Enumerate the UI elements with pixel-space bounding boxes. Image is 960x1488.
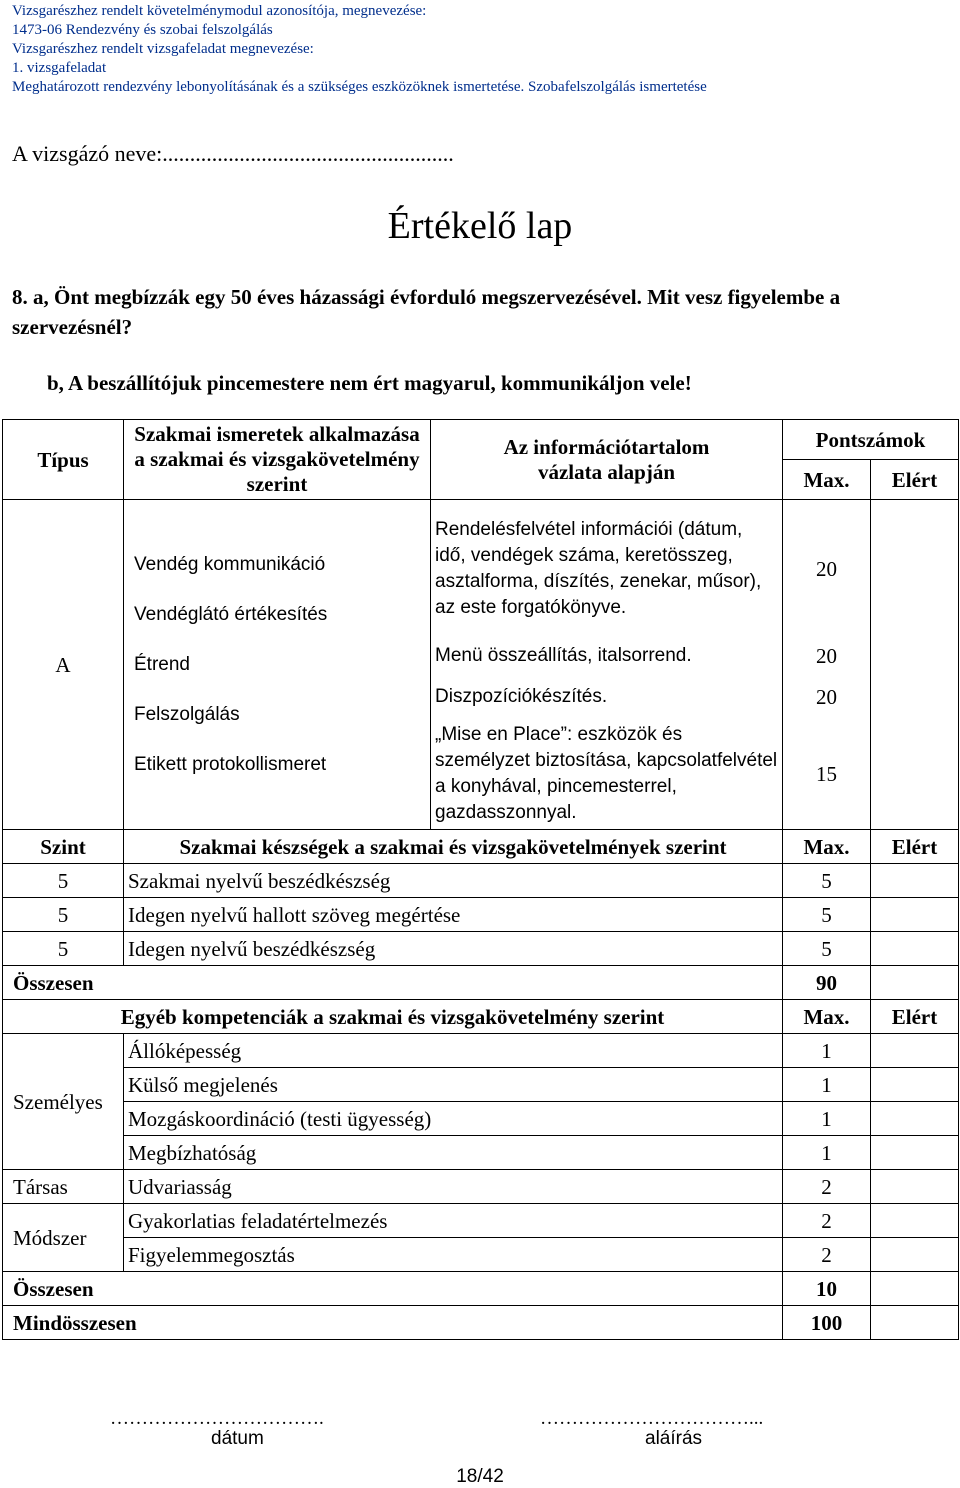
grand-total-value: 100 [783, 1306, 871, 1340]
competency-elert [871, 1136, 959, 1170]
total-elert [871, 966, 959, 1000]
info-item: Diszpozíciókészítés. [431, 674, 783, 720]
category-tarsas: Társas [3, 1170, 124, 1204]
header-max: Max. [783, 830, 871, 864]
info-item-max: 20 [783, 500, 871, 638]
header-pontszamok: Pontszámok [783, 420, 959, 460]
skill-elert [871, 864, 959, 898]
category-modszer: Módszer [3, 1204, 124, 1272]
skill-max: 5 [783, 932, 871, 966]
skill-name: Szakmai nyelvű beszédkészség [124, 864, 783, 898]
grand-total-elert [871, 1306, 959, 1340]
info-item-max: 15 [783, 720, 871, 830]
competency-max: 1 [783, 1068, 871, 1102]
skill-max: 5 [783, 864, 871, 898]
total-elert [871, 1272, 959, 1306]
competency-elert [871, 1204, 959, 1238]
task-question-b: b, A beszállítójuk pincemestere nem ért magyarul, kommunikáljon vele! [47, 371, 692, 395]
skills-list [124, 500, 431, 830]
header-line: 1. vizsgafeladat [12, 60, 107, 76]
header-egyeb: Egyéb kompetenciák a szakmai és vizsgakövetelmény szerint [3, 1000, 783, 1034]
competency-max: 2 [783, 1170, 871, 1204]
competency-name: Figyelemmegosztás [124, 1238, 783, 1272]
competency-elert [871, 1102, 959, 1136]
skill-item: Etikett protokollismeret [134, 753, 327, 775]
skill-level: 5 [3, 898, 124, 932]
competency-name: Udvariasság [124, 1170, 783, 1204]
competency-elert [871, 1170, 959, 1204]
skill-item: Felszolgálás [134, 703, 240, 725]
header-elert: Elért [871, 460, 959, 500]
total-label: Összesen [3, 1272, 783, 1306]
competency-elert [871, 1034, 959, 1068]
competency-elert [871, 1238, 959, 1272]
total-value: 90 [783, 966, 871, 1000]
skill-elert [871, 932, 959, 966]
info-elert-cell [871, 500, 959, 830]
header-elert: Elért [871, 1000, 959, 1034]
competency-name: Mozgáskoordináció (testi ügyesség) [124, 1102, 783, 1136]
skill-level: 5 [3, 932, 124, 966]
header-line: Vizsgarészhez rendelt vizsgafeladat megnevezése: [12, 41, 314, 57]
date-label: dátum [211, 1428, 264, 1449]
competency-name: Gyakorlatias feladatértelmezés [124, 1204, 783, 1238]
evaluation-table [2, 419, 959, 1340]
skill-item: Vendéglátó értékesítés [134, 603, 328, 625]
header-max: Max. [783, 1000, 871, 1034]
total-label: Összesen [3, 966, 783, 1000]
signature-dots: ……………………………... [540, 1408, 764, 1429]
document-header [12, 2, 952, 97]
header-line: Vizsgarészhez rendelt követelménymodul azonosítója, megnevezése: [12, 3, 427, 19]
page-number: 18/42 [456, 1466, 504, 1487]
header-line: Meghatározott rendezvény lebonyolításának és a szükséges eszközöknek ismertetése. Szobafelszolgálás ismertetése [12, 79, 707, 95]
header-elert: Elért [871, 830, 959, 864]
competency-max: 1 [783, 1102, 871, 1136]
info-item-max: 20 [783, 638, 871, 674]
task-question-a: 8. a, Önt megbízzák egy 50 éves házassági évforduló megszervezésével. Mit vesz figyelembe a szervezésnél? [12, 285, 841, 339]
competency-name: Megbízhatóság [124, 1136, 783, 1170]
skill-elert [871, 898, 959, 932]
header-informacio: Az információtartalom vázlata alapján [431, 420, 783, 500]
grand-total-label: Mindösszesen [3, 1306, 783, 1340]
candidate-name-field: A vizsgázó neve:..................................................... [12, 141, 454, 166]
skill-max: 5 [783, 898, 871, 932]
competency-max: 2 [783, 1238, 871, 1272]
competency-name: Állóképesség [124, 1034, 783, 1068]
skill-item: Étrend [134, 653, 190, 675]
info-item-max: 20 [783, 674, 871, 720]
total-value: 10 [783, 1272, 871, 1306]
tipus-a: A [3, 500, 124, 830]
competency-elert [871, 1068, 959, 1102]
header-line: 1473-06 Rendezvény és szobai felszolgálás [12, 22, 273, 38]
page-title: Értékelő lap [387, 205, 573, 247]
skill-level: 5 [3, 864, 124, 898]
skill-name: Idegen nyelvű hallott szöveg megértése [124, 898, 783, 932]
info-item: Rendelésfelvétel információi (dátum, idő, vendégek száma, keretösszeg, asztalforma, díszítés, zenekar, műsor), az este forgatókönyve. [431, 500, 783, 638]
header-tipus: Típus [3, 420, 124, 500]
info-item: Menü összeállítás, italsorrend. [431, 638, 783, 674]
category-szemelyes: Személyes [3, 1034, 124, 1170]
signature-label: aláírás [645, 1428, 703, 1449]
info-item: „Mise en Place”: eszközök és személyzet biztosítása, kapcsolatfelvétel a konyhával, pincemesterrel, gazdasszonnyal. [431, 720, 783, 830]
header-szakmai-ismeretek: Szakmai ismeretek alkalmazása a szakmai és vizsgakövetelmény szerint [124, 420, 431, 500]
header-max: Max. [783, 460, 871, 500]
skill-name: Idegen nyelvű beszédkészség [124, 932, 783, 966]
header-szint: Szint [3, 830, 124, 864]
header-keszsegek: Szakmai készségek a szakmai és vizsgakövetelmények szerint [124, 830, 783, 864]
skill-item: Vendég kommunikáció [134, 553, 326, 575]
competency-max: 1 [783, 1136, 871, 1170]
competency-name: Külső megjelenés [124, 1068, 783, 1102]
competency-max: 1 [783, 1034, 871, 1068]
date-dots: ……………………………. [110, 1408, 324, 1429]
competency-max: 2 [783, 1204, 871, 1238]
